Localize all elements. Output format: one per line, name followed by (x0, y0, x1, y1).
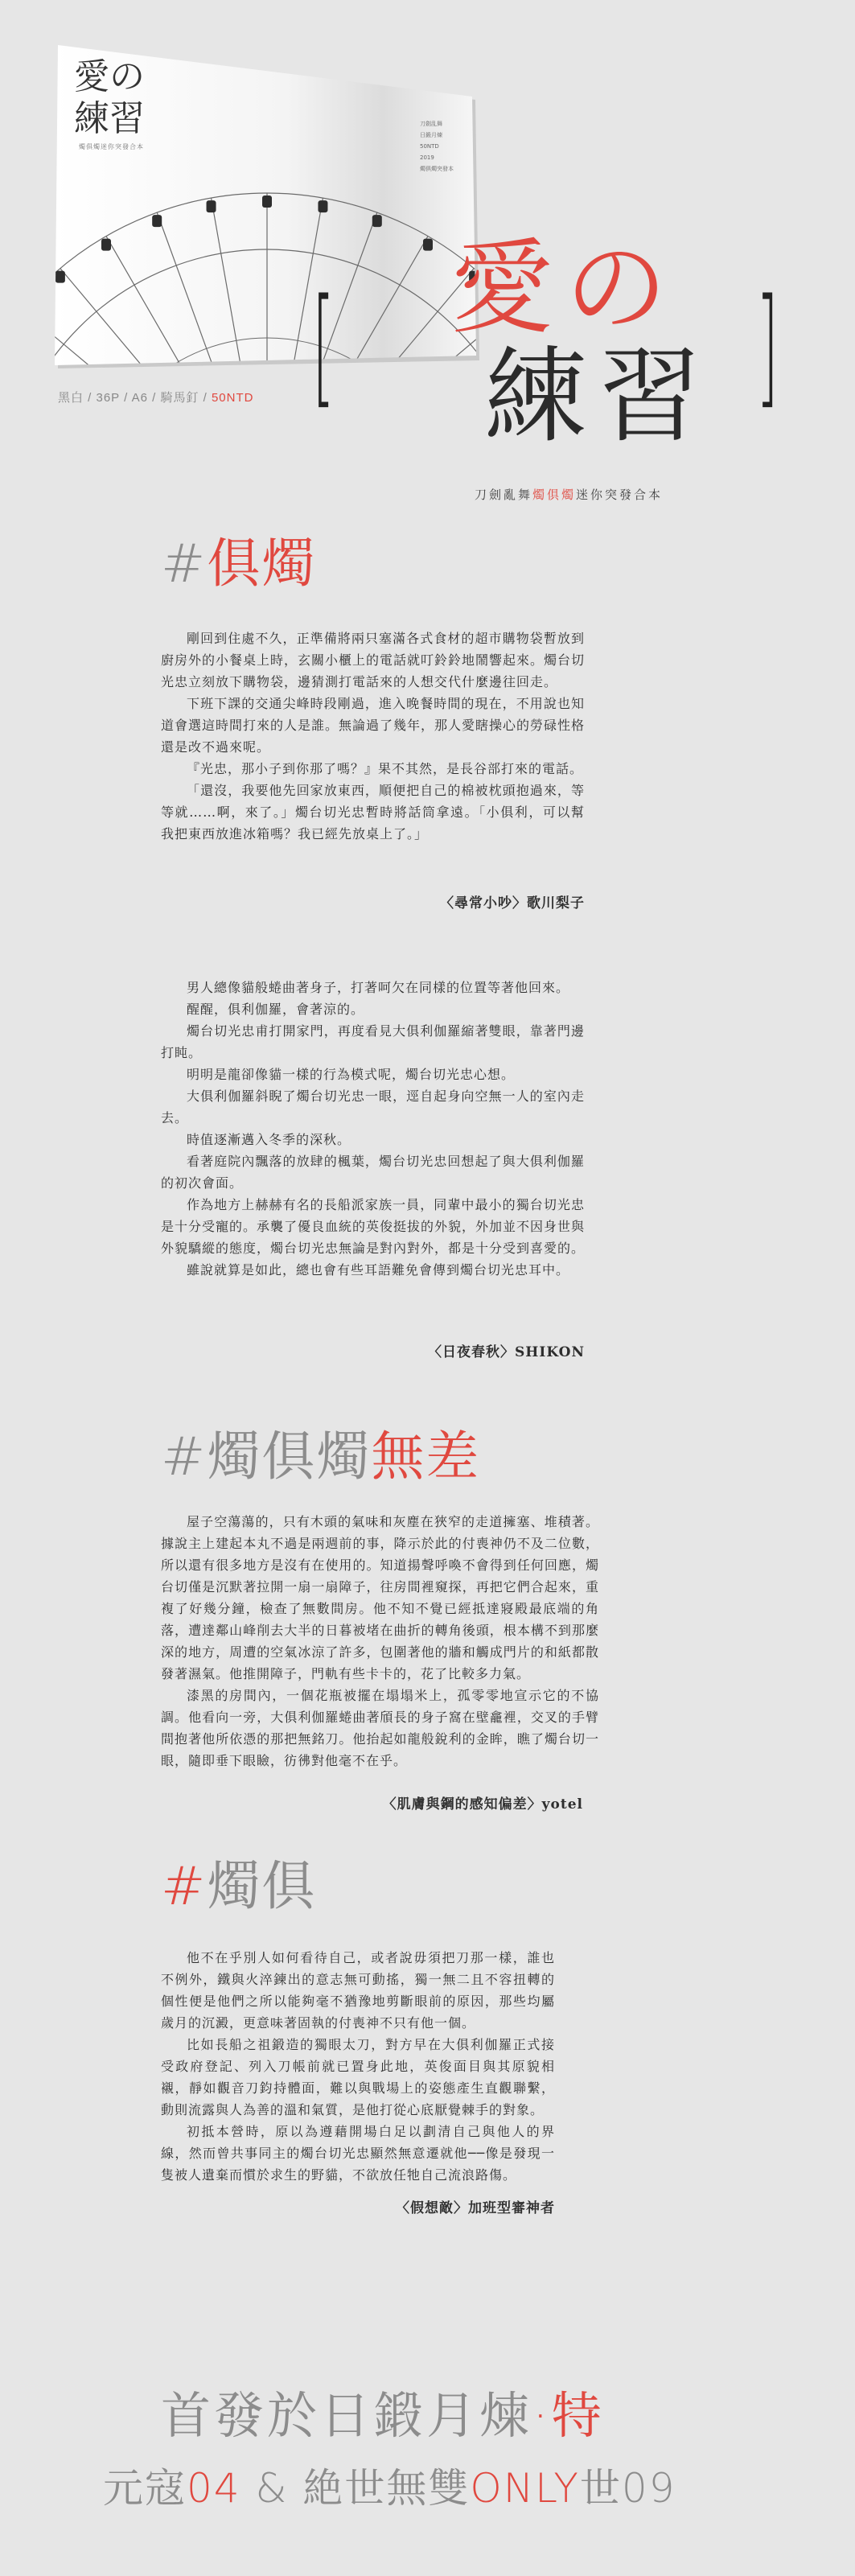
wheel-cabin (101, 239, 111, 251)
section-2-paragraph: 看著庭院內飄落的放肆的楓葉，燭台切光忠回想起了與大俱利伽羅的初次會面。 (161, 1154, 585, 1191)
section-4-pairing: 燭俱 (207, 1855, 317, 1917)
section-2-paragraph: 燭台切光忠甫打開家門，再度看見大俱利伽羅縮著雙眼，靠著門邊打盹。 (161, 1023, 585, 1060)
section-3-signature: 〈肌膚與鋼的感知偏差〉yotel (382, 1796, 583, 1813)
cover-meta-1: 刀劍乱舞 (420, 121, 442, 127)
section-3-hash: # (161, 1426, 208, 1488)
hero-title-line2: 練習 (484, 337, 713, 457)
cover-title-line1: 愛の (74, 56, 145, 97)
book-spec-details: 黑白 / 36P / A6 / 騎馬釘 / (58, 391, 212, 405)
wheel-cabin (55, 271, 65, 283)
cover-meta-3: 50NTD (420, 143, 439, 150)
book-price: 50NTD (211, 391, 254, 405)
footer-booth-a: 元寇 (103, 2465, 187, 2512)
section-1-paragraph: 『光忠，那小子到你那了嗎？』果不其然，是長谷部打來的電話。 (187, 761, 584, 776)
cover-meta-2: 日鍛月煉 (420, 132, 442, 138)
footer-booth-b-no: 世09 (579, 2465, 676, 2512)
section-4-paragraph: 比如長船之祖鍛造的獨眼太刀，對方早在大俱利伽羅正式接受政府登記、列入刀帳前就已置身此地，英俊面目與其原貌相襯，靜如觀音刀鈞持體面，難以與戰場上的姿態產生直觀聯繫，動則流露與人為善的溫和氣質，是他打從心底厭覺棘手的對象。 (161, 2037, 555, 2117)
footer-booth-line (103, 2465, 676, 2512)
section-3-text (161, 1511, 599, 1772)
wheel-cabin (207, 200, 216, 212)
section-1-signature: 〈尋常小吵〉歌川梨子 (440, 895, 585, 911)
section-4-paragraph: 初抵本營時，原以為遵藉開場白足以劃清自己與他人的界線，然而曾共事同主的燭台切光忠顯然無意遷就他──像是發現一隻被人遺棄而慣於求生的野貓，不欲放任牠自己流浪路傷。 (161, 2124, 555, 2183)
footer-booth-only: ONLY (470, 2465, 580, 2512)
section-1-text (161, 628, 585, 845)
hero-title-line1: 愛の (450, 228, 680, 348)
section-4-signature: 〈假想敵〉加班型審神者 (396, 2200, 555, 2216)
section-1-paragraph: 「還沒，我要他先回家放東西，順便把自己的棉被枕頭抱過來，等等就……啊，來了。」燭台切光忠暫時將話筒拿遠。「小俱利，可以幫我把東西放進冰箱嗎？我已經先放桌上了。」 (161, 783, 585, 842)
footer-special: 特 (551, 2386, 605, 2445)
section-4-header (161, 1855, 317, 1917)
wheel-cabin (318, 200, 327, 212)
cover-meta-5: 燭俱燭突發本 (420, 166, 454, 172)
section-3-pairing: 燭俱燭 (207, 1426, 372, 1488)
wheel-cabin (152, 215, 162, 227)
cover-subtitle: 燭俱燭迷你突發合本 (79, 143, 144, 150)
subtitle-pairing: 燭俱燭 (532, 488, 577, 502)
section-1-header (161, 533, 317, 595)
hero-subtitle (475, 486, 663, 503)
section-4-hash: # (161, 1855, 208, 1917)
section-2-paragraph: 大俱利伽羅斜睨了燭台切光忠一眼，逕自起身向空無一人的室內走去。 (161, 1088, 585, 1125)
footer-event-line (161, 2386, 605, 2445)
cover-meta-4: 2019 (420, 154, 434, 161)
section-3-paragraph: 漆黑的房間內，一個花瓶被擺在塌塌米上，孤零零地宣示它的不協調。他看向一旁，大俱利伽羅蜷曲著頎長的身子窩在壁龕裡，交叉的手臂間抱著他所依憑的那把無銘刀。他抬起如龍般銳利的金眸，瞧了燭台切一眼，隨即垂下眼瞼，彷彿對他毫不在乎。 (161, 1688, 599, 1768)
section-2-paragraph: 作為地方上赫赫有名的長船派家族一員，同輩中最小的獨台切光忠是十分受寵的。承襲了優良血統的英俊挺拔的外貌，外加並不因身世與外貌驕縱的態度，燭台切光忠無論是對內對外，都是十分受到喜愛的。 (161, 1197, 586, 1256)
subtitle-pre: 刀劍亂舞 (475, 488, 533, 502)
section-1-hash: # (161, 533, 208, 595)
section-4-text (161, 1947, 555, 2186)
section-1-paragraph: 剛回到住處不久，正準備將兩只塞滿各式食材的超市購物袋暫放到廚房外的小餐桌上時，玄關小櫃上的電話就叮鈴鈴地鬧響起來。燭台切光忠立刻放下購物袋，邊猜測打電話來的人想交代什麼邊往回走。 (161, 631, 586, 689)
hero-bracket-left: [ (312, 270, 335, 421)
section-1-pairing: 俱燭 (207, 533, 317, 595)
footer-dot: · (532, 2386, 552, 2445)
book-spec (58, 389, 253, 405)
section-2-signature: 〈日夜春秋〉SHIKON (428, 1344, 585, 1360)
section-4-paragraph: 他不在乎別人如何看待自己，或者說毋須把刀那一樣，誰也不例外，鐵與火淬鍊出的意志無可動搖，獨一無二且不容扭轉的個性便是他們之所以能夠毫不猶豫地剪斷眼前的原因，那些均屬歲月的沉澱，更意味著固執的付喪神不只有他一個。 (161, 1950, 555, 2031)
hero-bracket-right: ] (756, 270, 779, 421)
wheel-cabin (262, 195, 272, 208)
wheel-cabin (423, 239, 433, 251)
section-3-header (161, 1426, 481, 1488)
section-2-paragraph: 明明是龍卻像貓一樣的行為模式呢，燭台切光忠心想。 (187, 1067, 516, 1082)
section-2-paragraph: 醒醒，俱利伽羅，會著涼的。 (187, 1002, 365, 1017)
section-3-tag: 無差 (371, 1426, 481, 1488)
cover-title-line2: 練習 (74, 98, 145, 139)
section-2-text (161, 977, 585, 1281)
footer-event: 首發於日鍛月煉 (161, 2386, 533, 2445)
footer-booth-a-no: 04 (187, 2465, 241, 2512)
section-1-paragraph: 下班下課的交通尖峰時段剛過，進入晚餐時間的現在，不用說也知道會選這時間打來的人是誰。無論過了幾年，那人愛瞎操心的勞碌性格還是改不過來呢。 (161, 696, 586, 755)
footer-booth-b: & 絶世無雙 (240, 2465, 471, 2512)
section-2-paragraph: 男人總像貓般蜷曲著身子，打著呵欠在同樣的位置等著他回來。 (187, 980, 570, 995)
wheel-cabin (372, 215, 382, 227)
subtitle-post: 迷你突發合本 (576, 488, 664, 502)
section-2-paragraph: 時值逐漸邁入冬季的深秋。 (187, 1132, 351, 1147)
book-cover-mockup (50, 40, 484, 370)
section-3-paragraph: 屋子空蕩蕩的，只有木頭的氣味和灰塵在狹窄的走道擁塞、堆積著。據說主上建起本丸不過是兩週前的事，降示於此的付喪神仍不及二位數，所以還有很多地方是沒有在使用的。知道揚聲呼喚不會得到任何回應，燭台切僅是沉默著拉開一扇一扇障子，往房間裡窺探，再把它們合起來，重複了好幾分鐘，檢查了無數間房。他不知不覺已經抵達寢殿最底端的角落，遭達鄰山峰削去大半的日暮被堵在曲折的轉角後頭，根本構不到那麼深的地方，周遭的空氣冰涼了許多，包圍著他的牆和觸成門片的和紙都散發著濕氣。他推開障子，門軌有些卡卡的，花了比較多力氣。 (161, 1514, 599, 1681)
section-2-paragraph: 雖說就算是如此，總也會有些耳語難免會傳到燭台切光忠耳中。 (187, 1262, 570, 1278)
